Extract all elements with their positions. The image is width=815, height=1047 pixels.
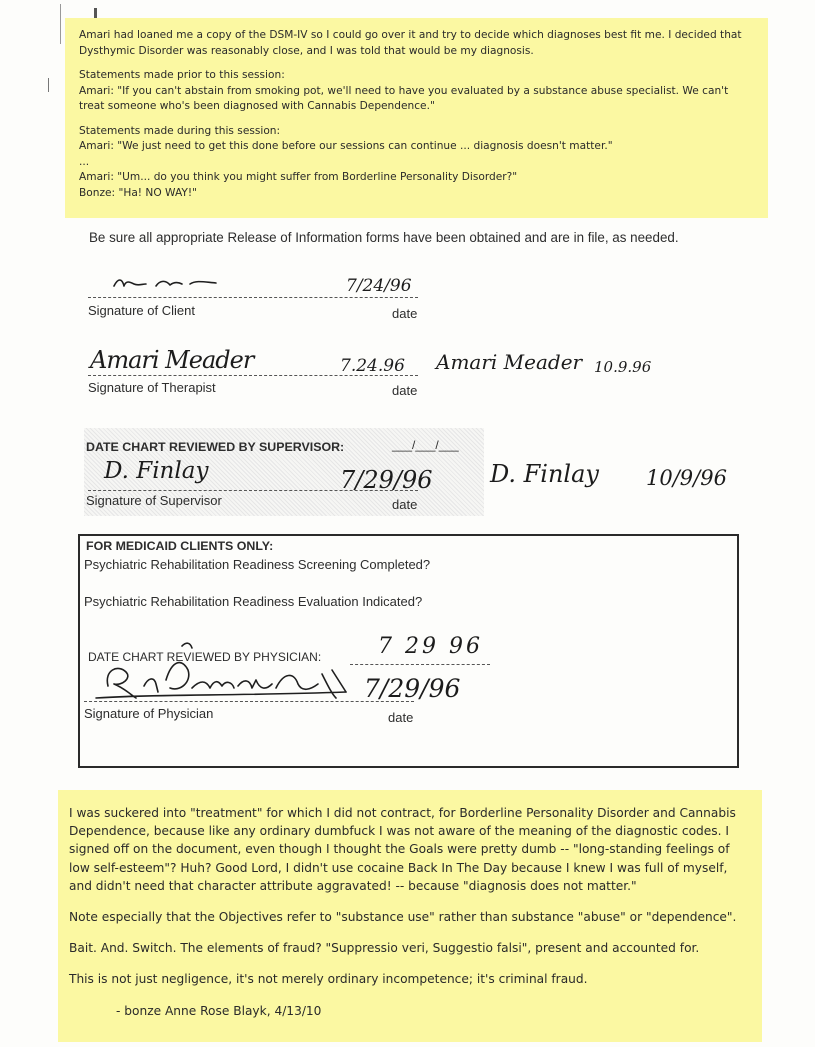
note-paragraph: I was suckered into "treatment" for which I did not contract, for Borderline Personality Disorder and Cannabis Dependence, because like any ordinary dumbfuck I was not aware of the meaning of the diagnostic codes. I signed off on the document, even though I thought the Goals were pretty dumb -- "long-standing feelings of low self-esteem"? Huh? Good Lord, I didn't use cocaine Back In The Day because I knew I was full of myself, and didn't need that character attribute aggravated! -- because "diagnosis does not matter.": [69, 806, 736, 893]
supervisor-signature-label: Signature of Supervisor: [86, 493, 222, 508]
therapist-date: 7.24.96: [340, 356, 405, 376]
during-statement-quote: Amari: "Um... do you think you might suffer from Borderline Personality Disorder?": [79, 171, 518, 183]
note-paragraph: Amari had loaned me a copy of the DSM-IV so I could go over it and try to decide which diagnoses best fit me. I decided that Dysthymic Disorder was reasonably close, and I was told that would be my diagnosis.: [79, 29, 742, 57]
supervisor-date: 7/29/96: [340, 466, 433, 494]
medicaid-evaluation-question: Psychiatric Rehabilitation Readiness Evaluation Indicated?: [84, 594, 423, 609]
physician-date-blank-line: [350, 664, 490, 665]
medicaid-heading: FOR MEDICAID CLIENTS ONLY:: [86, 539, 274, 553]
supervisor-review-date-blank: ___/___/___: [392, 438, 459, 452]
physician-signature-label: Signature of Physician: [84, 706, 214, 721]
therapist-signature-second: Amari Meader: [436, 350, 583, 374]
during-statement-quote: Amari: "We just need to get this done before our sessions can continue ... diagnosis doesn't matter.": [79, 140, 613, 152]
therapist-date-second: 10.9.96: [594, 358, 652, 376]
release-notice: Be sure all appropriate Release of Information forms have been obtained and are in file, as needed.: [89, 230, 679, 245]
supervisor-date-second: 10/9/96: [646, 466, 727, 490]
client-signature-line: [88, 297, 418, 298]
bottom-annotation-note: [58, 790, 762, 1042]
scan-mark: [60, 4, 61, 44]
client-date-label: date: [392, 306, 418, 321]
therapist-signature-label: Signature of Therapist: [88, 380, 216, 395]
prior-statement-quote: Amari: "If you can't abstain from smoking pot, we'll need to have you evaluated by a substance abuse specialist. We can't treat someone who's been diagnosed with Cannabis Dependence.": [79, 84, 729, 112]
note-paragraph: This is not just negligence, it's not merely ordinary incompetence; it's criminal fraud.: [69, 972, 588, 987]
physician-date: 7/29/96: [364, 674, 461, 703]
note-signoff: - bonze Anne Rose Blayk, 4/13/10: [116, 1003, 322, 1018]
physician-review-heading: DATE CHART REVIEWED BY PHYSICIAN:: [88, 650, 322, 664]
client-date: 7/24/96: [346, 276, 412, 296]
physician-date-label: date: [388, 710, 414, 725]
top-annotation-note: [65, 18, 768, 218]
supervisor-signature: D. Finlay: [104, 458, 209, 484]
note-paragraph: Bait. And. Switch. The elements of fraud? "Suppressio veri, Suggestio falsi", present and accounted for.: [69, 941, 700, 956]
client-signature-label: Signature of Client: [88, 303, 195, 318]
prior-statements-heading: Statements made prior to this session:: [79, 69, 285, 81]
ellipsis: ...: [79, 155, 90, 168]
during-statements-heading: Statements made during this session:: [79, 124, 281, 137]
therapist-date-label: date: [392, 383, 418, 398]
scan-mark: [48, 78, 49, 92]
note-paragraph: Note especially that the Objectives refer to "substance use" rather than substance "abuse" or "dependence".: [69, 910, 737, 925]
supervisor-review-heading: DATE CHART REVIEWED BY SUPERVISOR:: [86, 440, 345, 454]
physician-signature: [96, 640, 366, 704]
physician-review-date: 7 29 96: [378, 634, 483, 659]
supervisor-date-label: date: [392, 497, 418, 512]
medicaid-screening-question: Psychiatric Rehabilitation Readiness Screening Completed?: [84, 557, 431, 572]
client-signature: [112, 274, 222, 294]
therapist-signature: Amari Meader: [90, 346, 254, 374]
during-statement-quote: Bonze: "Ha! NO WAY!": [79, 186, 197, 199]
supervisor-signature-second: D. Finlay: [490, 460, 599, 488]
